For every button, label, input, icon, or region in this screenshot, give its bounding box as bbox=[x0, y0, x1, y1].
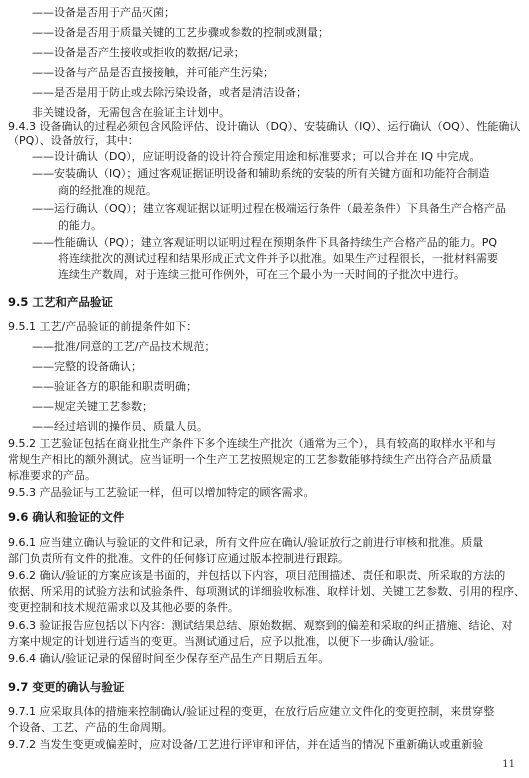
text-line: ——设计确认（DQ），应证明设备的设计符合预定用途和标准要求；可以合并在 IQ 中完成。 bbox=[32, 150, 481, 163]
text-line: 9.7.1 应采取具体的措施来控制确认/验证过程的变更，在放行后应建立文件化的变更控制，来贯穿整 bbox=[8, 705, 495, 718]
text-line: 常规生产相比的额外测试。应当证明一个生产工艺按照规定的工艺参数能够持续生产出符合产品质量 bbox=[8, 453, 492, 466]
text-line: 9.6.1 应当建立确认与验证的文件和记录，所有文件应在确认/验证放行之前进行审核和批准。质量 bbox=[8, 536, 484, 549]
text-line: ——设备是否用于质量关键的工艺步骤或参数的控制或测量； bbox=[32, 26, 329, 39]
section-heading: 9.7 变更的确认与验证 bbox=[8, 680, 125, 694]
text-line: ——设备与产品是否直接接触，并可能产生污染； bbox=[32, 66, 274, 79]
text-line: ——经过培训的操作员、质量人员。 bbox=[32, 420, 208, 433]
text-line: 9.6.3 验证报告应包括以下内容：测试结果总结、原始数据、观察到的偏差和采取的纠正措施、结论、对 bbox=[8, 619, 513, 632]
text-line: 9.5.2 工艺验证包括在商业批生产条件下多个连续生产批次（通常为三个），具有较高的取样水平和与 bbox=[8, 437, 496, 450]
text-line: 标准要求的产品。 bbox=[8, 469, 96, 482]
text-line: 9.4.3 设备确认的过程必须包含风险评估、设计确认（DQ）、安装确认（IQ）、运行确认（OQ）、性能确认 bbox=[8, 120, 521, 133]
text-line: ——批准/同意的工艺/产品技术规范； bbox=[32, 340, 216, 353]
text-line: 连续生产数周，对于连续三批可作例外，可在三个最小为一天时间的子批次中进行。 bbox=[58, 268, 465, 281]
text-line: 部门负责所有文件的批准。文件的任何修订应通过版本控制进行跟踪。 bbox=[8, 552, 349, 565]
text-line: 方案中规定的计划进行适当的变更。当测试通过后，应予以批准，以便下一步确认/验证。 bbox=[8, 635, 441, 648]
text-line: ——性能确认（PQ）；建立客观证明以证明过程在预期条件下具备持续生产合格产品的能力。PQ bbox=[32, 236, 498, 249]
text-line: 个设备、工艺、产品的生命周期。 bbox=[8, 721, 173, 734]
text-line: 9.5.1 工艺/产品验证的前提条件如下： bbox=[8, 320, 198, 333]
text-line: 变更控制和技术规范需求以及其他必要的条件。 bbox=[8, 601, 239, 614]
text-line: （PQ）、设备放行，其中： bbox=[8, 134, 139, 147]
text-line: ——完整的设备确认； bbox=[32, 360, 142, 373]
section-heading: 9.6 确认和验证的文件 bbox=[8, 510, 125, 524]
text-line: ——验证各方的职能和职责明确； bbox=[32, 380, 197, 393]
text-line: ——安装确认（IQ）；通过客观证据证明设备和辅助系统的安装的所有关键方面和功能符合制造 bbox=[32, 167, 490, 180]
text-line: 非关键设备，无需包含在验证主计划中。 bbox=[32, 106, 230, 119]
text-line: 将连续批次的测试过程和结果形成正式文件并予以批准。如果生产过程很长，一批材料需要 bbox=[58, 252, 498, 265]
text-line: 9.6.4 确认/验证记录的保留时间至少保存至产品生产日期后五年。 bbox=[8, 652, 330, 665]
text-line: 的能力。 bbox=[58, 219, 102, 232]
text-line: ——规定关键工艺参数； bbox=[32, 400, 153, 413]
text-line: ——设备是否用于产品灭菌； bbox=[32, 6, 175, 19]
text-line: 依据、所采用的试验方法和试验条件、每项测试的详细验收标准、取样计划、关键工艺参数、引用的程序、 bbox=[8, 585, 525, 598]
text-line: ——是否是用于防止或去除污染设备，或者是清洁设备； bbox=[32, 86, 307, 99]
text-line: 9.5.3 产品验证与工艺验证一样，但可以增加特定的顾客需求。 bbox=[8, 486, 315, 499]
section-heading: 9.5 工艺和产品验证 bbox=[8, 295, 113, 309]
text-line: ——运行确认（OQ）；建立客观证据以证明过程在极端运行条件（最差条件）下具备生产合格产品 bbox=[32, 202, 506, 215]
text-line: 9.6.2 确认/验证的方案应该是书面的，并包括以下内容，项目范围描述、责任和职责、所采取的方法的 bbox=[8, 569, 506, 582]
page-number: 11 bbox=[502, 759, 515, 770]
text-line: 9.7.2 当发生变更或偏差时，应对设备/工艺进行评审和评估，并在适当的情况下重新确认或重新验 bbox=[8, 738, 484, 751]
text-line: ——设备是否产生接收或拒收的数据/记录； bbox=[32, 46, 245, 59]
text-line: 商的经批准的规范。 bbox=[58, 184, 157, 197]
